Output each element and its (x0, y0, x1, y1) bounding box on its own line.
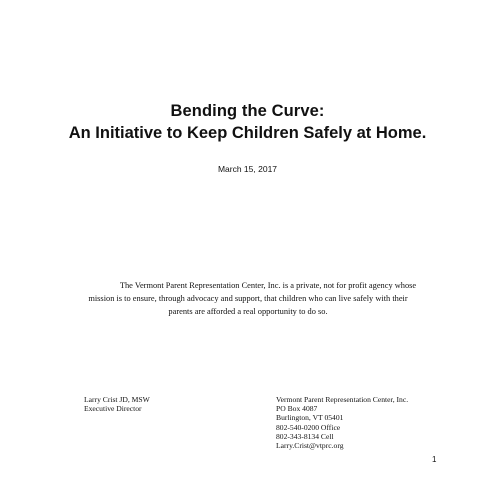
mission-line-2: mission is to ensure, through advocacy and support, that children who can live safely with their (88, 294, 408, 303)
po-box: PO Box 4087 (276, 404, 318, 414)
signatory-name: Larry Crist JD, MSW (84, 395, 150, 404)
mission-statement (48, 279, 448, 318)
signature-block-left (84, 395, 150, 413)
mission-line-3: parents are afforded a real opportunity to do so. (168, 307, 328, 316)
email-address: Larry.Crist@vtprc.org (276, 441, 344, 451)
office-phone: 802-540-0200 Office (276, 422, 341, 432)
signature-block-right (276, 395, 408, 450)
document-subtitle: An Initiative to Keep Children Safely at Home. (68, 124, 427, 142)
organization-name: Vermont Parent Representation Center, Inc. (276, 395, 409, 404)
page-number: 1 (432, 455, 437, 464)
signatory-title: Executive Director (84, 404, 142, 414)
cell-phone: 802-343-8134 Cell (276, 431, 334, 441)
document-date: March 15, 2017 (217, 164, 278, 174)
mission-line-1: The Vermont Parent Representation Center, Inc. is a private, not for profit agency whose (119, 281, 417, 290)
document-title: Bending the Curve: (170, 102, 325, 120)
city-state-zip: Burlington, VT 05401 (276, 413, 344, 423)
